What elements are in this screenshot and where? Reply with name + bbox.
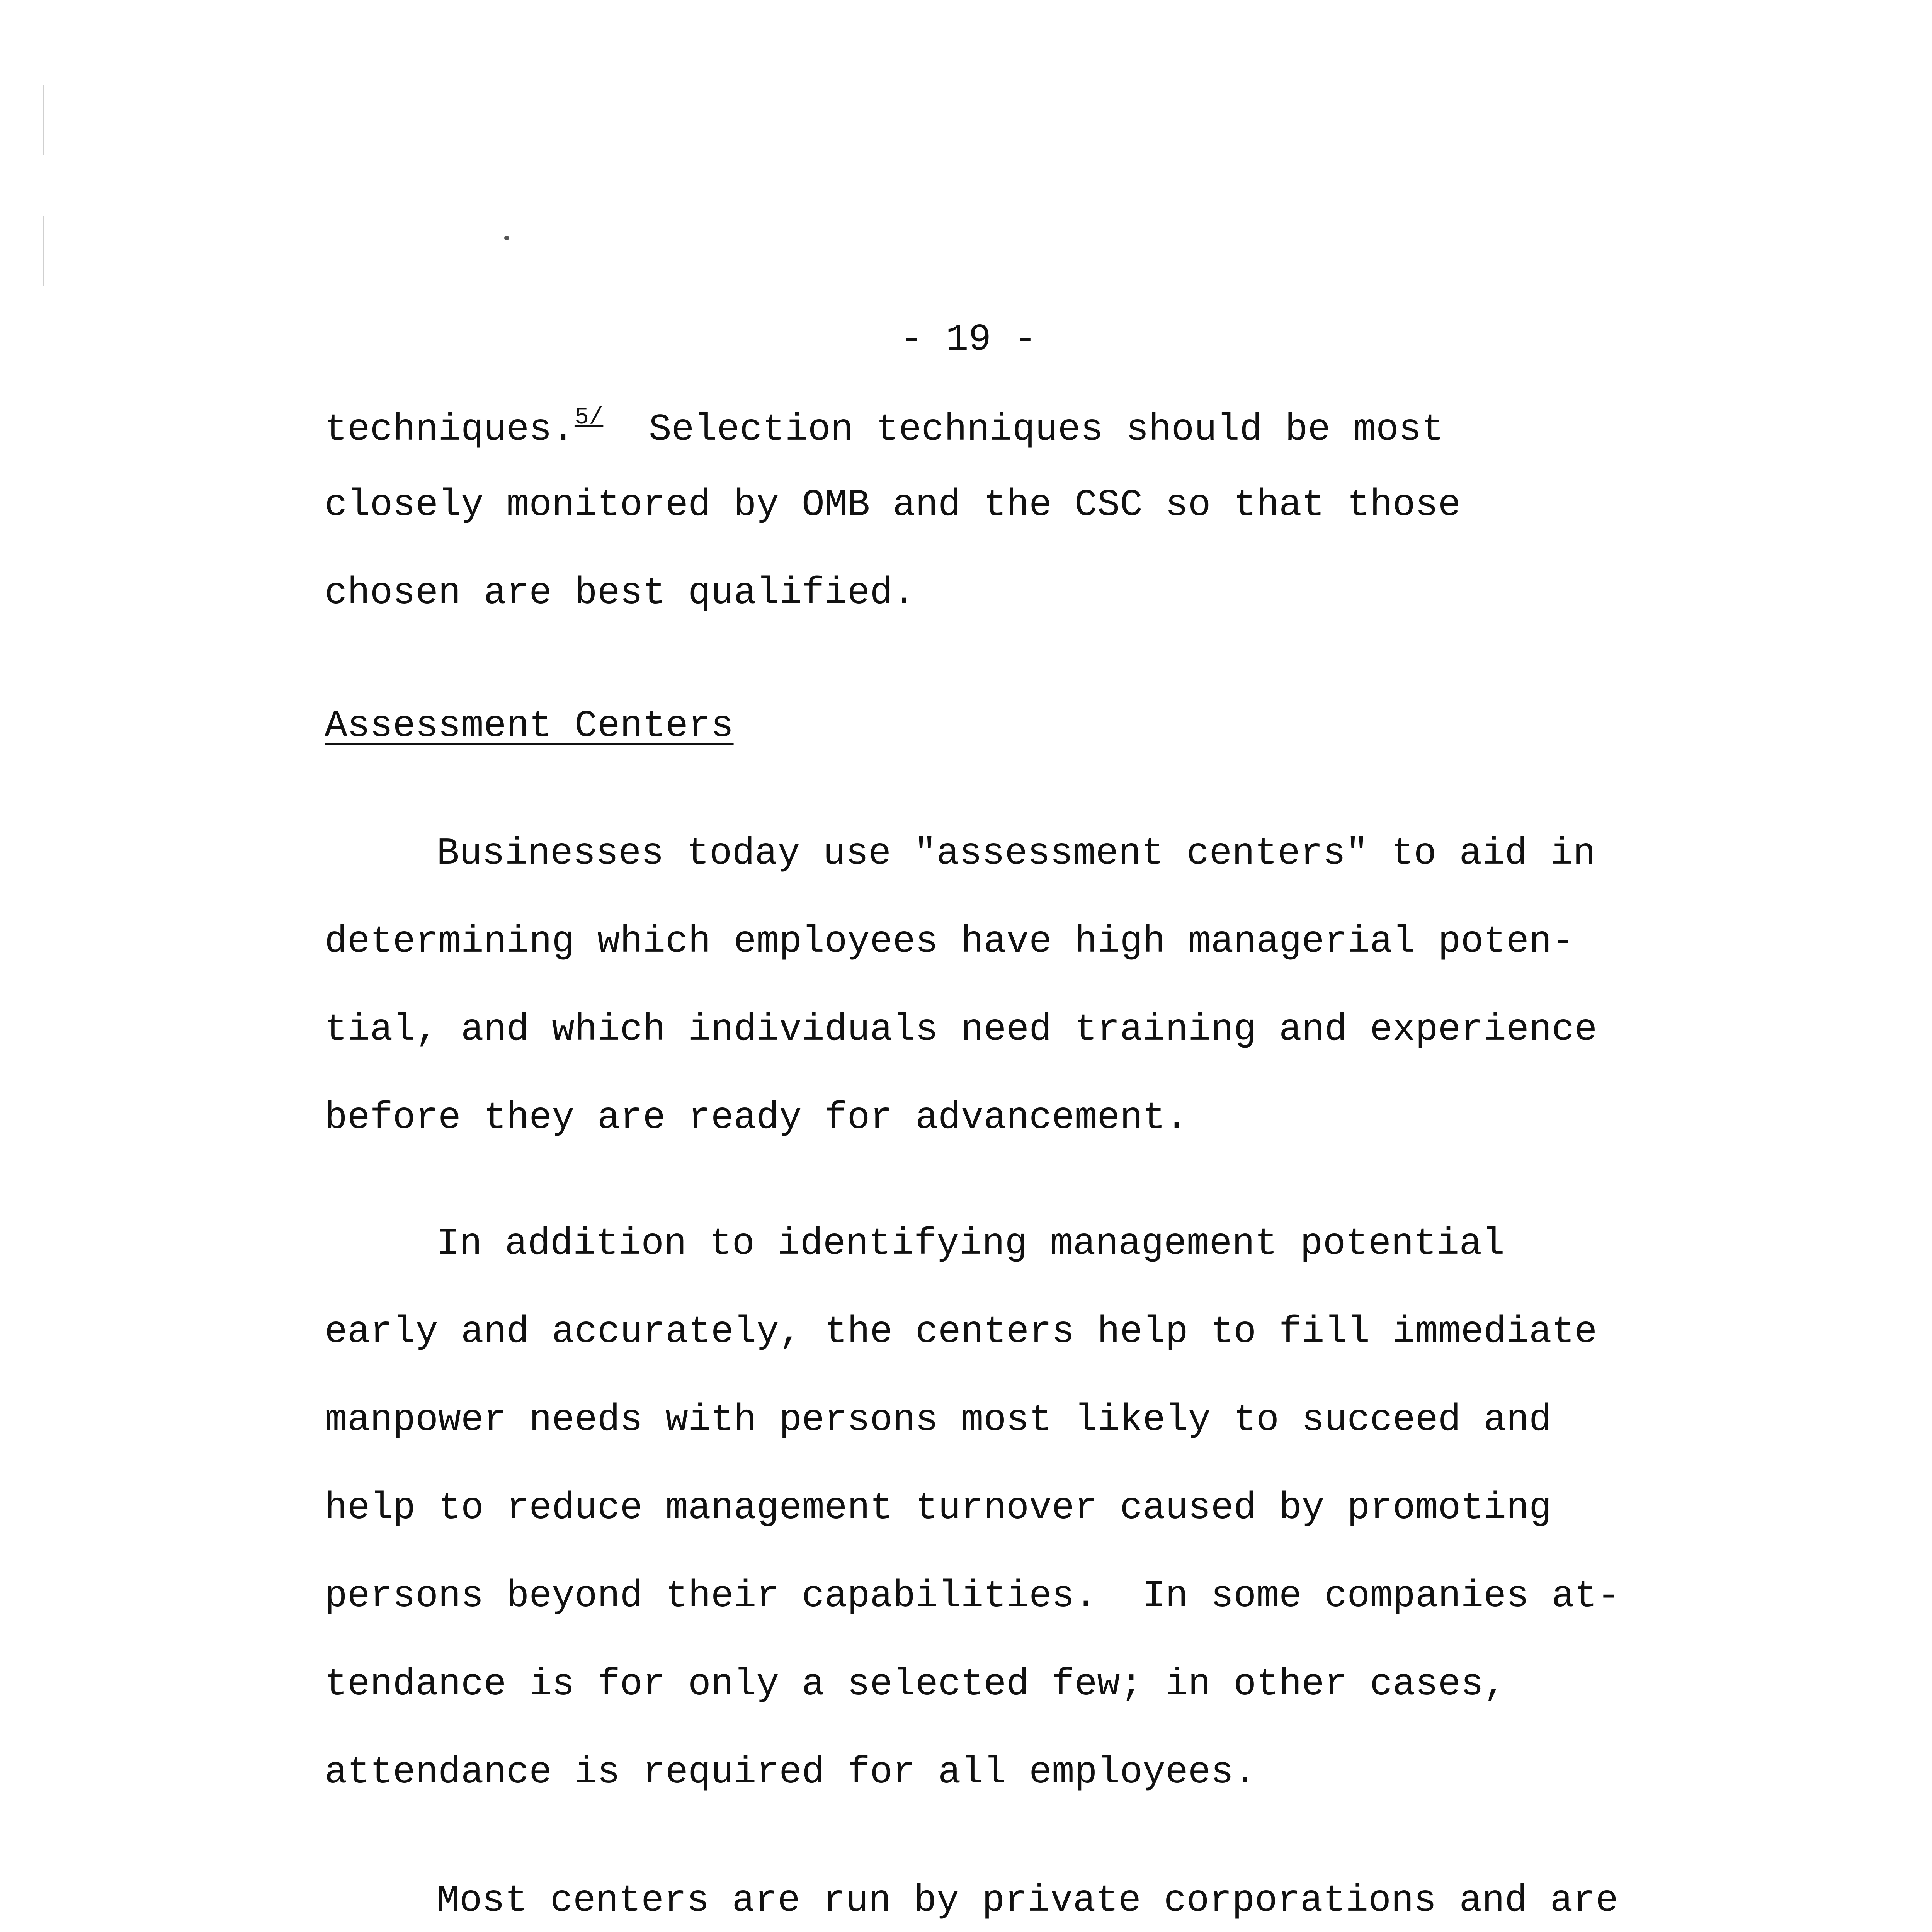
text-fragment: Selection techniques should be most <box>603 408 1444 451</box>
scan-edge-mark <box>43 85 44 155</box>
text-line: manpower needs with persons most likely to succeed and <box>325 1399 1552 1442</box>
page-number: - 19 - <box>900 318 1037 361</box>
footnote-reference[interactable]: 5/ <box>574 403 604 431</box>
section-heading: Assessment Centers <box>325 705 734 748</box>
text-line: tendance is for only a selected few; in other cases, <box>325 1663 1507 1706</box>
text-line: tial, and which individuals need training and experience <box>325 1009 1597 1051</box>
text-line: In addition to identifying management potential <box>437 1223 1505 1265</box>
scan-speck <box>504 236 509 240</box>
text-line: closely monitored by OMB and the CSC so that those <box>325 484 1461 527</box>
text-line: before they are ready for advancement. <box>325 1097 1188 1139</box>
scan-edge-mark <box>43 216 44 286</box>
text-line: determining which employees have high managerial poten- <box>325 920 1575 963</box>
text-fragment: techniques. <box>325 408 575 451</box>
text-line: persons beyond their capabilities. In some companies at- <box>325 1575 1620 1618</box>
text-line: attendance is required for all employees. <box>325 1751 1257 1794</box>
text-line: Businesses today use "assessment centers" to aid in <box>437 832 1596 875</box>
text-line: chosen are best qualified. <box>325 572 916 615</box>
text-line: help to reduce management turnover caused by promoting <box>325 1487 1552 1530</box>
text-line: early and accurately, the centers help to fill immediate <box>325 1311 1597 1354</box>
text-line <box>325 394 1444 453</box>
text-line: Most centers are run by private corporations and are <box>437 1879 1619 1922</box>
